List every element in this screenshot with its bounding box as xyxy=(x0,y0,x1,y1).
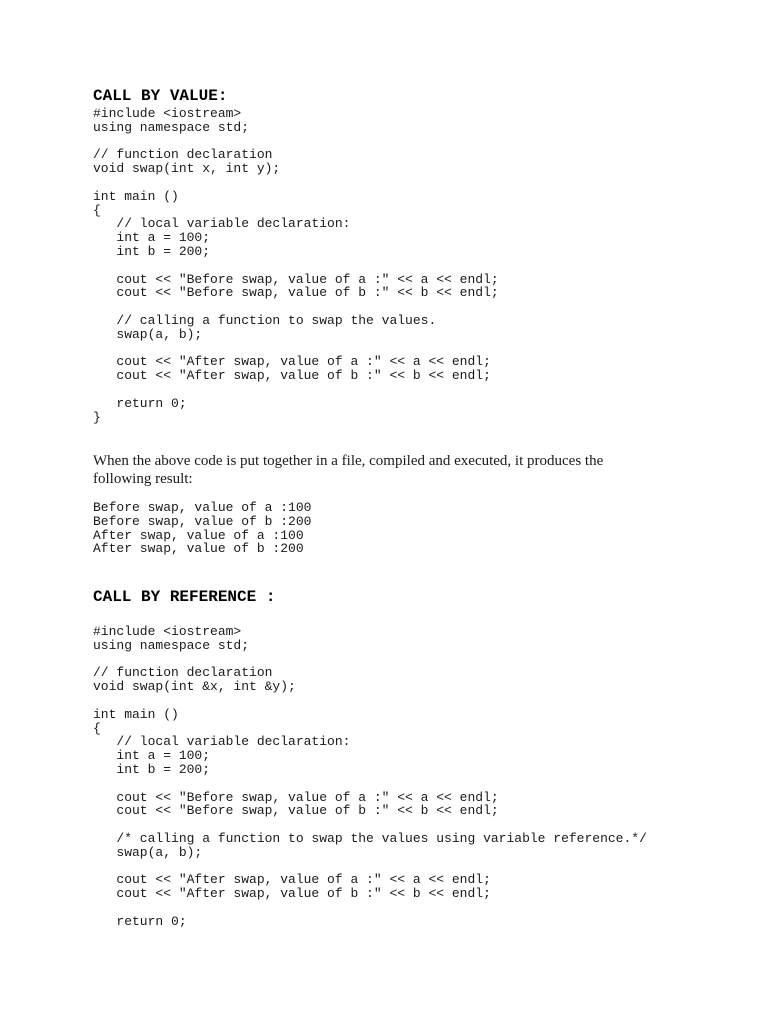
code-line: int b = 200; xyxy=(93,243,211,259)
code-line: // local variable declaration: xyxy=(93,216,351,232)
call-by-reference-code-block xyxy=(93,625,647,929)
blank-line xyxy=(93,818,647,832)
code-line: swap(a, b); xyxy=(93,326,203,342)
code-line: using namespace std; xyxy=(93,119,250,135)
code-line: After swap, value of a :100 xyxy=(93,527,304,543)
code-line: // local variable declaration: xyxy=(93,734,351,750)
code-line: // function declaration xyxy=(93,147,273,163)
code-line: return 0; xyxy=(93,395,187,411)
code-line: // calling a function to swap the values. xyxy=(93,312,437,328)
code-line: Before swap, value of b :200 xyxy=(93,513,312,529)
code-line: swap(a, b); xyxy=(93,844,203,860)
code-line: cout << "Before swap, value of a :" << a << endl; xyxy=(93,789,499,805)
code-line: cout << "After swap, value of a :" << a << endl; xyxy=(93,354,491,370)
code-line: cout << "After swap, value of b :" << b << endl; xyxy=(93,368,491,384)
program-output-block xyxy=(93,501,311,556)
code-line: After swap, value of b :200 xyxy=(93,541,304,557)
code-line: int a = 100; xyxy=(93,230,211,246)
blank-line xyxy=(93,860,647,874)
code-line: int main () xyxy=(93,188,179,204)
blank-line xyxy=(93,342,499,356)
call-by-reference-heading: CALL BY REFERENCE : xyxy=(93,588,276,606)
code-line: void swap(int x, int y); xyxy=(93,161,281,177)
call-by-value-code-block xyxy=(93,107,499,424)
code-line: cout << "Before swap, value of a :" << a << endl; xyxy=(93,271,499,287)
code-line: int a = 100; xyxy=(93,748,211,764)
result-description: When the above code is put together in a file, compiled and executed, it produces the following result: xyxy=(93,453,604,487)
code-line: { xyxy=(93,202,101,218)
blank-line xyxy=(93,176,499,190)
code-line: } xyxy=(93,409,101,425)
code-line: Before swap, value of a :100 xyxy=(93,500,312,515)
blank-line xyxy=(93,901,647,915)
code-line: { xyxy=(93,720,101,736)
code-line: using namespace std; xyxy=(93,637,250,653)
code-line: cout << "After swap, value of b :" << b << endl; xyxy=(93,886,491,902)
code-line: void swap(int &x, int &y); xyxy=(93,679,296,695)
blank-line xyxy=(93,259,499,273)
code-line: cout << "Before swap, value of b :" << b << endl; xyxy=(93,285,499,301)
code-line: // function declaration xyxy=(93,665,273,681)
blank-line xyxy=(93,135,499,149)
code-line: #include <iostream> xyxy=(93,106,242,121)
code-line: #include <iostream> xyxy=(93,624,242,639)
code-line: int b = 200; xyxy=(93,761,211,777)
code-line: cout << "Before swap, value of b :" << b << endl; xyxy=(93,803,499,819)
call-by-value-heading: CALL BY VALUE: xyxy=(93,87,228,105)
code-line: return 0; xyxy=(93,913,187,929)
code-line: int main () xyxy=(93,706,179,722)
blank-line xyxy=(93,300,499,314)
blank-line xyxy=(93,383,499,397)
blank-line xyxy=(93,653,647,667)
blank-line xyxy=(93,694,647,708)
code-line: cout << "After swap, value of a :" << a << endl; xyxy=(93,872,491,888)
blank-line xyxy=(93,777,647,791)
code-line: /* calling a function to swap the values using variable reference.*/ xyxy=(93,830,647,846)
